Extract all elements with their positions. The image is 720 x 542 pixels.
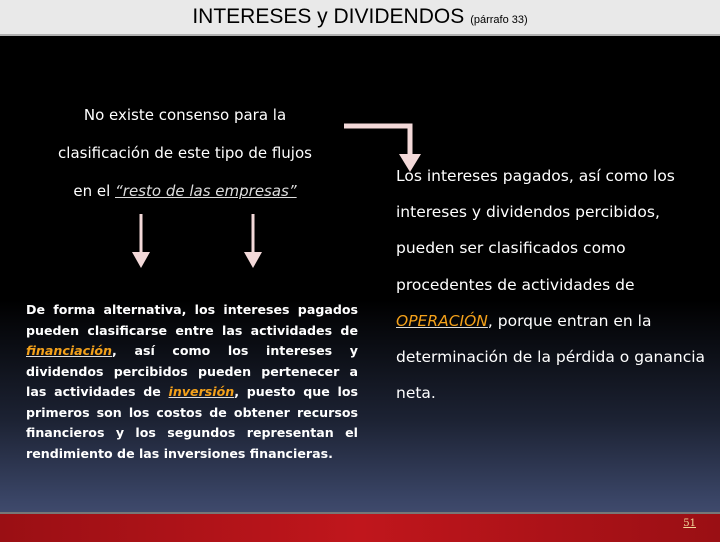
- consensus-line-1: No existe consenso para la: [83, 106, 287, 124]
- footer-bar: [0, 512, 720, 542]
- operation-classification-text: [396, 158, 706, 411]
- title-bar: [0, 0, 720, 36]
- consensus-line-3-prefix: en el: [73, 182, 116, 200]
- page-subtitle: (párrafo 33): [470, 14, 528, 26]
- consensus-line-2: clasificación de este tipo de flujos: [58, 144, 312, 162]
- page-title: INTERESES y DIVIDENDOS: [192, 5, 465, 28]
- alt-text-part-3: , puesto que los primeros son los costos de obtener recursos financieros y los segundos representan el rendimiento de las inversiones financieras.: [26, 384, 358, 461]
- right-text-part-2: , porque entran en la determinación de la pérdida o ganancia neta.: [396, 311, 706, 403]
- financiacion-term: financiación: [26, 343, 113, 358]
- inversion-term: inversión: [168, 384, 235, 399]
- consensus-line-3: [20, 172, 350, 210]
- operacion-term: OPERACIÓN: [396, 311, 488, 330]
- alt-text-part-1: De forma alternativa, los intereses pagados pueden clasificarse entre las actividades de: [26, 302, 358, 338]
- right-text-part-1: Los intereses pagados, así como los intereses y dividendos percibidos, pueden ser clasificados como procedentes de actividades de: [396, 167, 675, 294]
- alt-text-part-2: , así como los intereses y dividendos percibidos pueden pertenecer a las actividades de: [26, 343, 358, 399]
- consensus-text: [20, 96, 350, 210]
- arrow-down-icon: [128, 212, 154, 270]
- arrow-down-icon: [240, 212, 266, 270]
- slide-number: 51: [683, 518, 696, 529]
- resto-empresas-emphasis: “resto de las empresas”: [115, 182, 297, 200]
- alternative-classification-text: [26, 300, 358, 464]
